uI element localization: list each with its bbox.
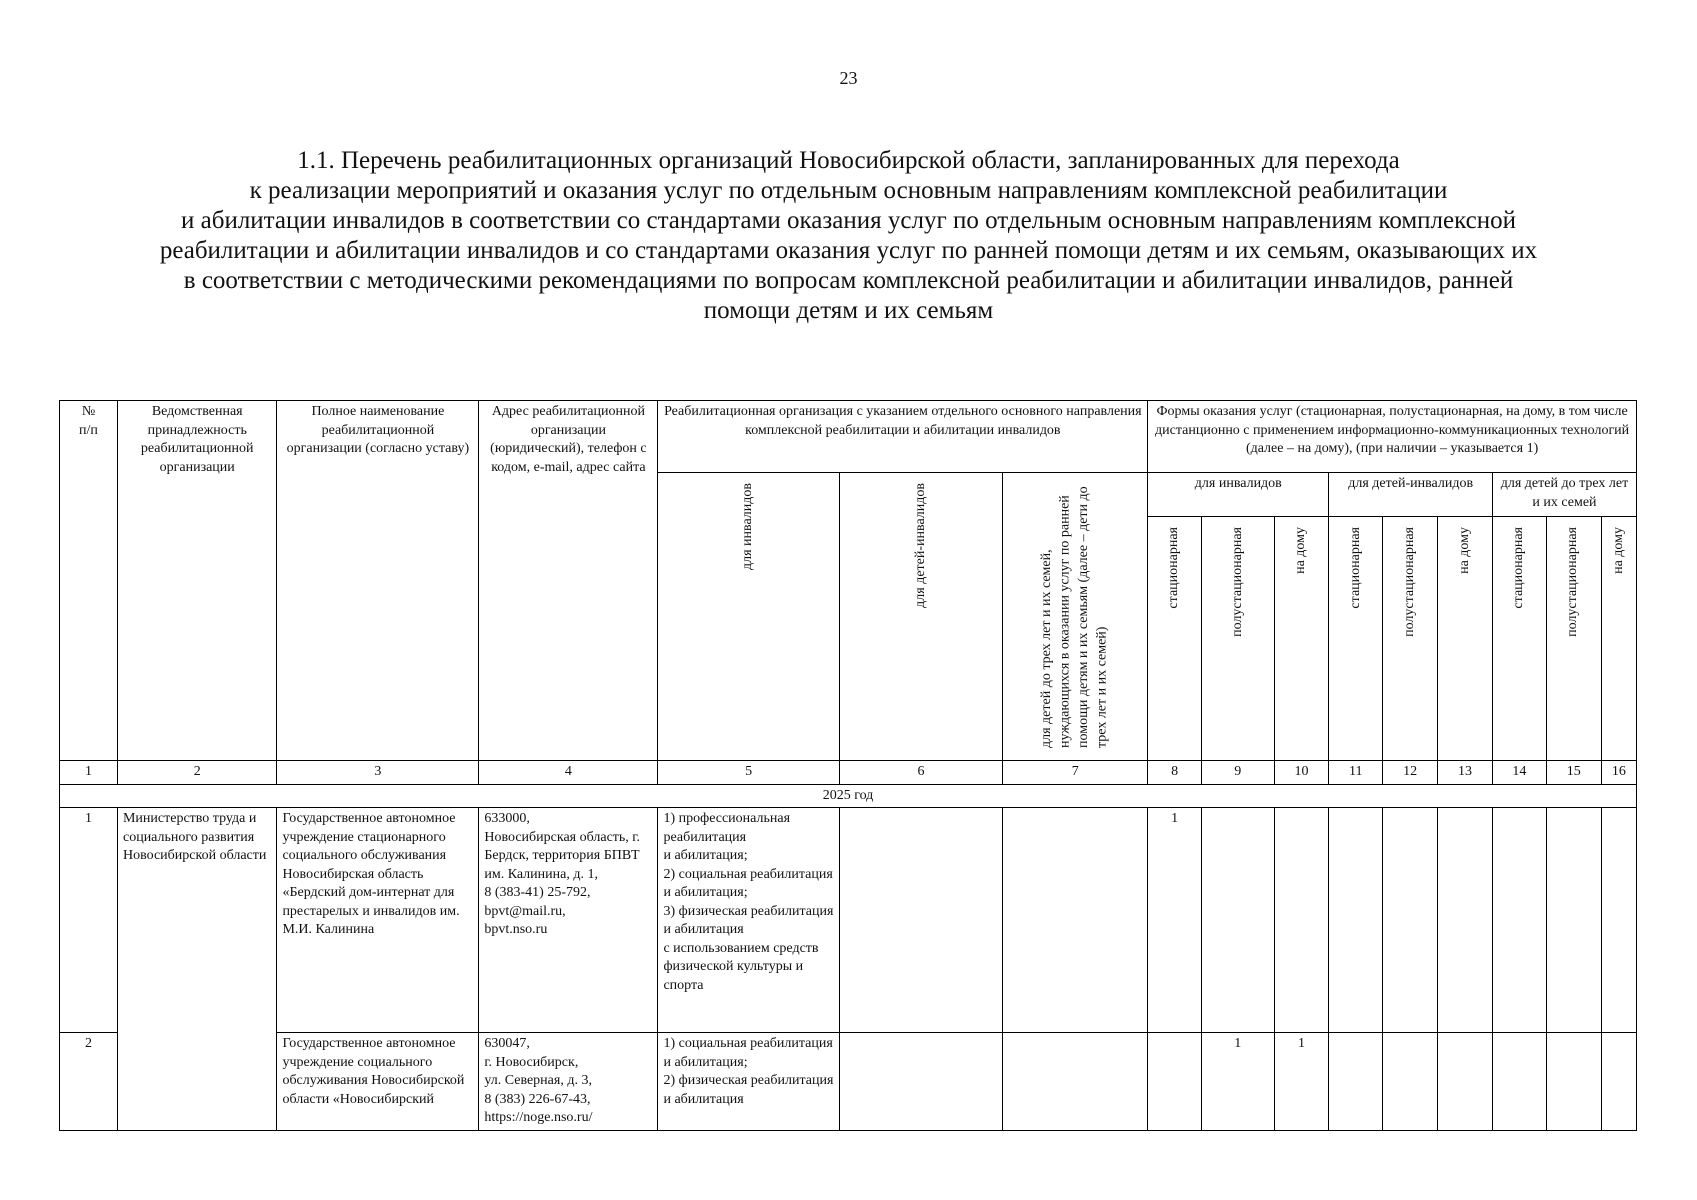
year-row: 2025 год [60, 784, 1637, 808]
header-dir-children: для детей-инвалидов [839, 473, 1003, 761]
header-affiliation: Ведомственная принадлежность реабилитационной организации [117, 401, 276, 761]
column-number: 9 [1202, 761, 1274, 785]
row-cell [1601, 1033, 1636, 1131]
title-line: помощи детям и их семьям [703, 297, 994, 324]
header-full-name: Полное наименование реабилитационной организации (согласно уставу) [277, 401, 479, 761]
column-number: 6 [839, 761, 1003, 785]
row-num: 1 [60, 808, 118, 1033]
column-number: 10 [1274, 761, 1329, 785]
header-semi: полустационарная [1546, 516, 1601, 760]
row-cell [839, 1033, 1003, 1131]
row-cell [1148, 1033, 1202, 1131]
row-cell: 1 [1274, 1033, 1329, 1131]
page-number: 23 [839, 68, 858, 88]
header-forms-early: для детей до трех лет и их семей [1492, 473, 1636, 517]
title-line: 1.1. Перечень реабилитационных организаций Новосибирской области, запланированных для перехода [297, 147, 1400, 174]
column-number: 2 [117, 761, 276, 785]
title-line: в соответствии с методическими рекомендациями по вопросам комплексной реабилитации и абилитации инвалидов, ранней [183, 267, 1514, 294]
column-number: 5 [658, 761, 839, 785]
header-num: № п/п [60, 401, 118, 761]
row-cell [1003, 808, 1148, 1033]
document-title [60, 146, 1637, 326]
column-number: 14 [1492, 761, 1546, 785]
header-home: на дому [1438, 516, 1493, 760]
header-address: Адрес реабилитационной организации (юридический), телефон с кодом, e-mail, адрес сайта [479, 401, 658, 761]
row-address: 630047, г. Новосибирск, ул. Северная, д. 3, 8 (383) 226-67-43, https://noge.nso.ru/ [479, 1033, 658, 1131]
row-cell [1329, 1033, 1383, 1131]
title-line: к реализации мероприятий и оказания услуг по отдельным основным направлениям комплексной реабилитации [249, 177, 1448, 204]
row-cell [1383, 808, 1438, 1033]
row-num: 2 [60, 1033, 118, 1131]
row-cell [1601, 808, 1636, 1033]
column-number: 13 [1438, 761, 1493, 785]
column-number: 1 [60, 761, 118, 785]
column-number: 3 [277, 761, 479, 785]
column-number: 15 [1546, 761, 1601, 785]
row-cell [1438, 1033, 1493, 1131]
row-cell [1274, 808, 1329, 1033]
table-row [60, 808, 1637, 1033]
row-cell [1492, 1033, 1546, 1131]
row-cell [1383, 1033, 1438, 1131]
row-affiliation: Министерство труда и социального развития Новосибирской области [117, 808, 276, 1131]
title-line: и абилитации инвалидов в соответствии со стандартами оказания услуг по отдельным основным направлениям комплексной [181, 207, 1516, 234]
row-cell [1329, 808, 1383, 1033]
row-cell [839, 808, 1003, 1033]
table-row [60, 1033, 1637, 1131]
header-stationary: стационарная [1148, 516, 1202, 760]
header-forms-disabled: для инвалидов [1148, 473, 1329, 517]
column-number: 8 [1148, 761, 1202, 785]
row-cell [1492, 808, 1546, 1033]
header-semi: полустационарная [1202, 516, 1274, 760]
row-cell: 1 [1148, 808, 1202, 1033]
header-forms-group: Формы оказания услуг (стационарная, полустационарная, на дому, в том числе дистанционно с применением информационно-коммуникационных технологий (далее – на дому), (при наличии – указывается 1) [1148, 401, 1637, 473]
column-number: 7 [1003, 761, 1148, 785]
row-address: 633000, Новосибирская область, г. Бердск, территория БПВТ им. Калинина, д. 1, 8 (383-41) 25-792, bpvt@mail.ru, bpvt.nso.ru [479, 808, 658, 1033]
row-cell [1202, 808, 1274, 1033]
column-number: 4 [479, 761, 658, 785]
row-cell [1546, 808, 1601, 1033]
header-directions-group: Реабилитационная организация с указанием отдельного основного направления комплексной реабилитации и абилитации инвалидов [658, 401, 1148, 473]
row-cell [1438, 808, 1493, 1033]
row-cell: 1 [1202, 1033, 1274, 1131]
header-stationary: стационарная [1492, 516, 1546, 760]
header-home: на дому [1601, 516, 1636, 760]
column-number: 11 [1329, 761, 1383, 785]
row-cell [1003, 1033, 1148, 1131]
column-number: 12 [1383, 761, 1438, 785]
row-directions: 1) социальная реабилитация и абилитация; 2) физическая реабилитация и абилитация [658, 1033, 839, 1131]
header-dir-early: для детей до трех лет и их семей, нуждающихся в оказании услуг по ранней помощи детям и их семьям (далее – дети до трех лет и их семей) [1003, 473, 1148, 761]
column-number: 16 [1601, 761, 1636, 785]
row-full-name: Государственное автономное учреждение социального обслуживания Новосибирской области «Новосибирский [277, 1033, 479, 1131]
row-cell [1546, 1033, 1601, 1131]
header-forms-children: для детей-инвалидов [1329, 473, 1493, 517]
row-directions: 1) профессиональная реабилитация и абилитация; 2) социальная реабилитация и абилитация; 3) физическая реабилитация и абилитация с использованием средств физической культуры и спорта [658, 808, 839, 1033]
header-semi: полустационарная [1383, 516, 1438, 760]
organizations-table [59, 400, 1637, 1131]
header-stationary: стационарная [1329, 516, 1383, 760]
row-full-name: Государственное автономное учреждение стационарного социального обслуживания Новосибирская область «Бердский дом-интернат для престарелых и инвалидов им. М.И. Калинина [277, 808, 479, 1033]
header-dir-disabled: для инвалидов [658, 473, 839, 761]
header-home: на дому [1274, 516, 1329, 760]
title-line: реабилитации и абилитации инвалидов и со стандартами оказания услуг по ранней помощи детям и их семьям, оказывающих их [159, 237, 1538, 264]
